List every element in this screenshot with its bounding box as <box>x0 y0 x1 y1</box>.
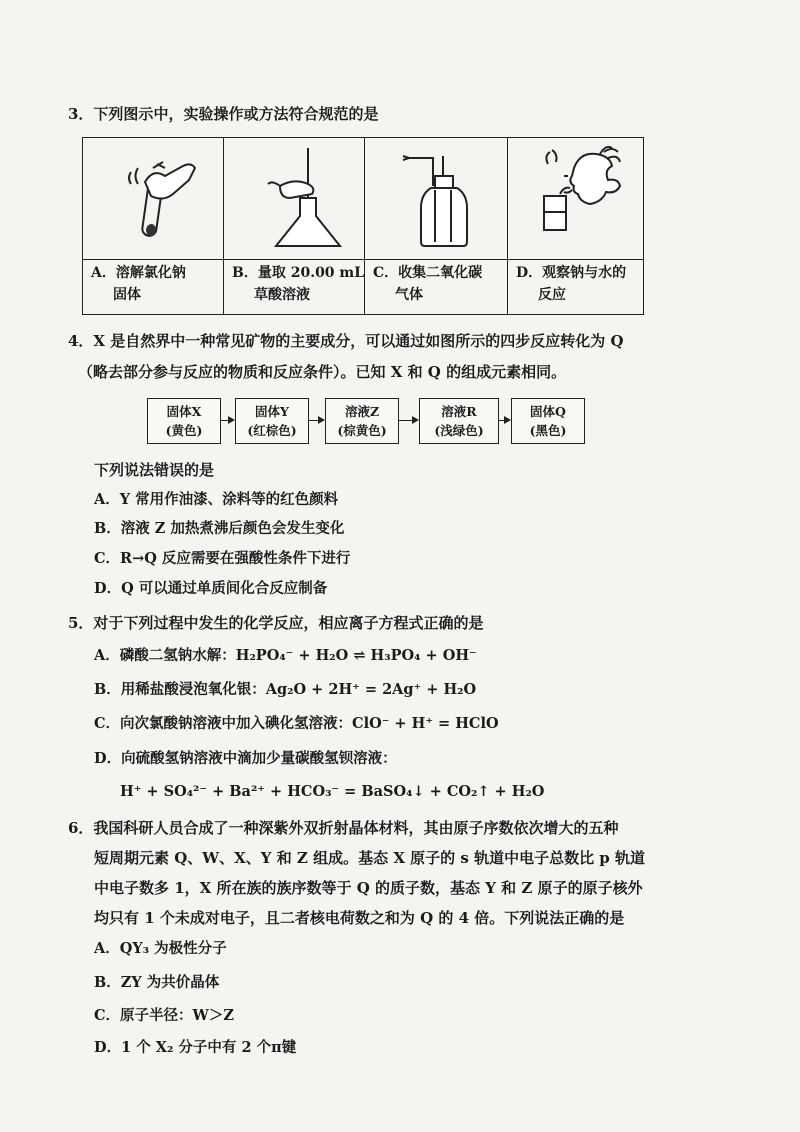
q4-stem-line2: （略去部分参与反应的物质和反应条件）。已知 X 和 Q 的组成元素相同。 <box>78 363 567 381</box>
flow-box-x <box>147 398 221 444</box>
q5-option-b-equation: Ag₂O + 2H⁺ = 2Ag⁺ + H₂O <box>265 681 477 698</box>
flow-box-q-color: (黑色) <box>529 423 567 438</box>
flow-box-x-color: (黄色) <box>165 423 203 438</box>
q6-option-d[interactable]: D．1 个 X₂ 分子中有 2 个π键 <box>94 1039 297 1056</box>
q6-stem-line1: 6．我国科研人员合成了一种深紫外双折射晶体材料，其由原子序数依次增大的五种 <box>68 819 619 837</box>
flow-box-r-name: 溶液R <box>441 404 477 419</box>
q5-option-a-text: A．磷酸二氢钠水解： <box>94 647 236 664</box>
flask-pipette-icon <box>224 138 364 260</box>
flow-box-q <box>511 398 585 444</box>
flow-box-r-color: (浅绿色) <box>434 423 484 438</box>
flow-box-z-name: 溶液Z <box>344 404 380 419</box>
q5-option-b-text: B．用稀盐酸浸泡氧化银： <box>94 681 266 698</box>
flow-box-z <box>325 398 399 444</box>
flow-arrow-4 <box>499 420 509 421</box>
q6-stem-line2: 短周期元素 Q、W、X、Y 和 Z 组成。基态 X 原子的 s 轨道中电子总数比 p 轨道 <box>94 849 646 867</box>
q6-option-b[interactable]: B．ZY 为共价晶体 <box>94 974 220 991</box>
q5-stem: 5．对于下列过程中发生的化学反应，相应离子方程式正确的是 <box>68 614 484 632</box>
q3-option-a[interactable] <box>83 138 224 314</box>
q5-option-b[interactable] <box>94 680 476 700</box>
q6-stem-line4: 均只有 1 个未成对电子，且二者核电荷数之和为 Q 的 4 倍。下列说法正确的是 <box>94 909 625 927</box>
flow-arrow-2 <box>309 420 323 421</box>
q4-prompt: 下列说法错误的是 <box>94 461 215 479</box>
flow-box-y-color: (红棕色) <box>247 423 297 438</box>
q5-option-c-text: C．向次氯酸钠溶液中加入碘化氢溶液： <box>94 715 353 732</box>
q3-option-a-label2: 固体 <box>113 287 141 303</box>
q5-option-c-equation: ClO⁻ + H⁺ = HClO <box>352 715 499 732</box>
q5-option-a[interactable] <box>94 646 477 666</box>
q3-stem: 3．下列图示中，实验操作或方法符合规范的是 <box>68 105 379 123</box>
flow-box-q-name: 固体Q <box>530 404 566 419</box>
q6-option-c[interactable]: C．原子半径：W＞Z <box>94 1007 234 1024</box>
q6-option-a[interactable]: A．QY₃ 为极性分子 <box>94 940 227 957</box>
q3-option-d-label2: 反应 <box>538 287 566 303</box>
gas-bottle-icon <box>365 138 507 260</box>
flow-box-x-name: 固体X <box>166 404 202 419</box>
q3-option-a-label: A．溶解氯化钠 <box>91 265 186 281</box>
q6-stem-line3: 中电子数多 1，X 所在族的族序数等于 Q 的质子数，基态 Y 和 Z 原子的原子核外 <box>94 879 643 897</box>
flow-box-y-name: 固体Y <box>255 404 289 419</box>
q3-option-b-label2: 草酸溶液 <box>254 287 310 303</box>
q5-option-d[interactable]: D．向硫酸氢钠溶液中滴加少量碳酸氢钡溶液： <box>94 750 397 767</box>
q3-option-d-label: D．观察钠与水的 <box>516 265 627 281</box>
q3-option-table <box>82 137 644 315</box>
q4-option-b[interactable]: B．溶液 Z 加热煮沸后颜色会发生变化 <box>94 520 345 537</box>
q4-stem-line1: 4．X 是自然界中一种常见矿物的主要成分，可以通过如图所示的四步反应转化为 Q <box>68 332 624 350</box>
q3-option-c[interactable] <box>365 138 508 314</box>
q5-option-a-equation: H₂PO₄⁻ + H₂O ⇌ H₃PO₄ + OH⁻ <box>235 647 477 664</box>
flow-arrow-3 <box>399 420 417 421</box>
face-beaker-icon <box>508 138 643 260</box>
q4-option-c[interactable]: C．R→Q 反应需要在强酸性条件下进行 <box>94 550 351 567</box>
q4-option-a[interactable]: A．Y 常用作油漆、涂料等的红色颜料 <box>94 491 339 508</box>
flow-box-r <box>419 398 499 444</box>
q3-option-c-label2: 气体 <box>395 287 423 303</box>
q3-option-d[interactable] <box>508 138 643 314</box>
q3-option-b-label: B．量取 20.00 mL <box>232 265 365 281</box>
q5-option-d-equation: H⁺ + SO₄²⁻ + Ba²⁺ + HCO₃⁻ = BaSO₄↓ + CO₂↑ + H₂O <box>120 783 545 800</box>
q3-option-b[interactable] <box>224 138 365 314</box>
q4-option-d[interactable]: D．Q 可以通过单质间化合反应制备 <box>94 580 328 597</box>
flow-box-y <box>235 398 309 444</box>
q3-option-c-label: C．收集二氧化碳 <box>373 265 483 281</box>
test-tube-shaking-icon <box>83 138 223 260</box>
q5-option-c[interactable] <box>94 714 499 734</box>
flow-box-z-color: (棕黄色) <box>337 423 387 438</box>
flow-arrow-1 <box>221 420 233 421</box>
